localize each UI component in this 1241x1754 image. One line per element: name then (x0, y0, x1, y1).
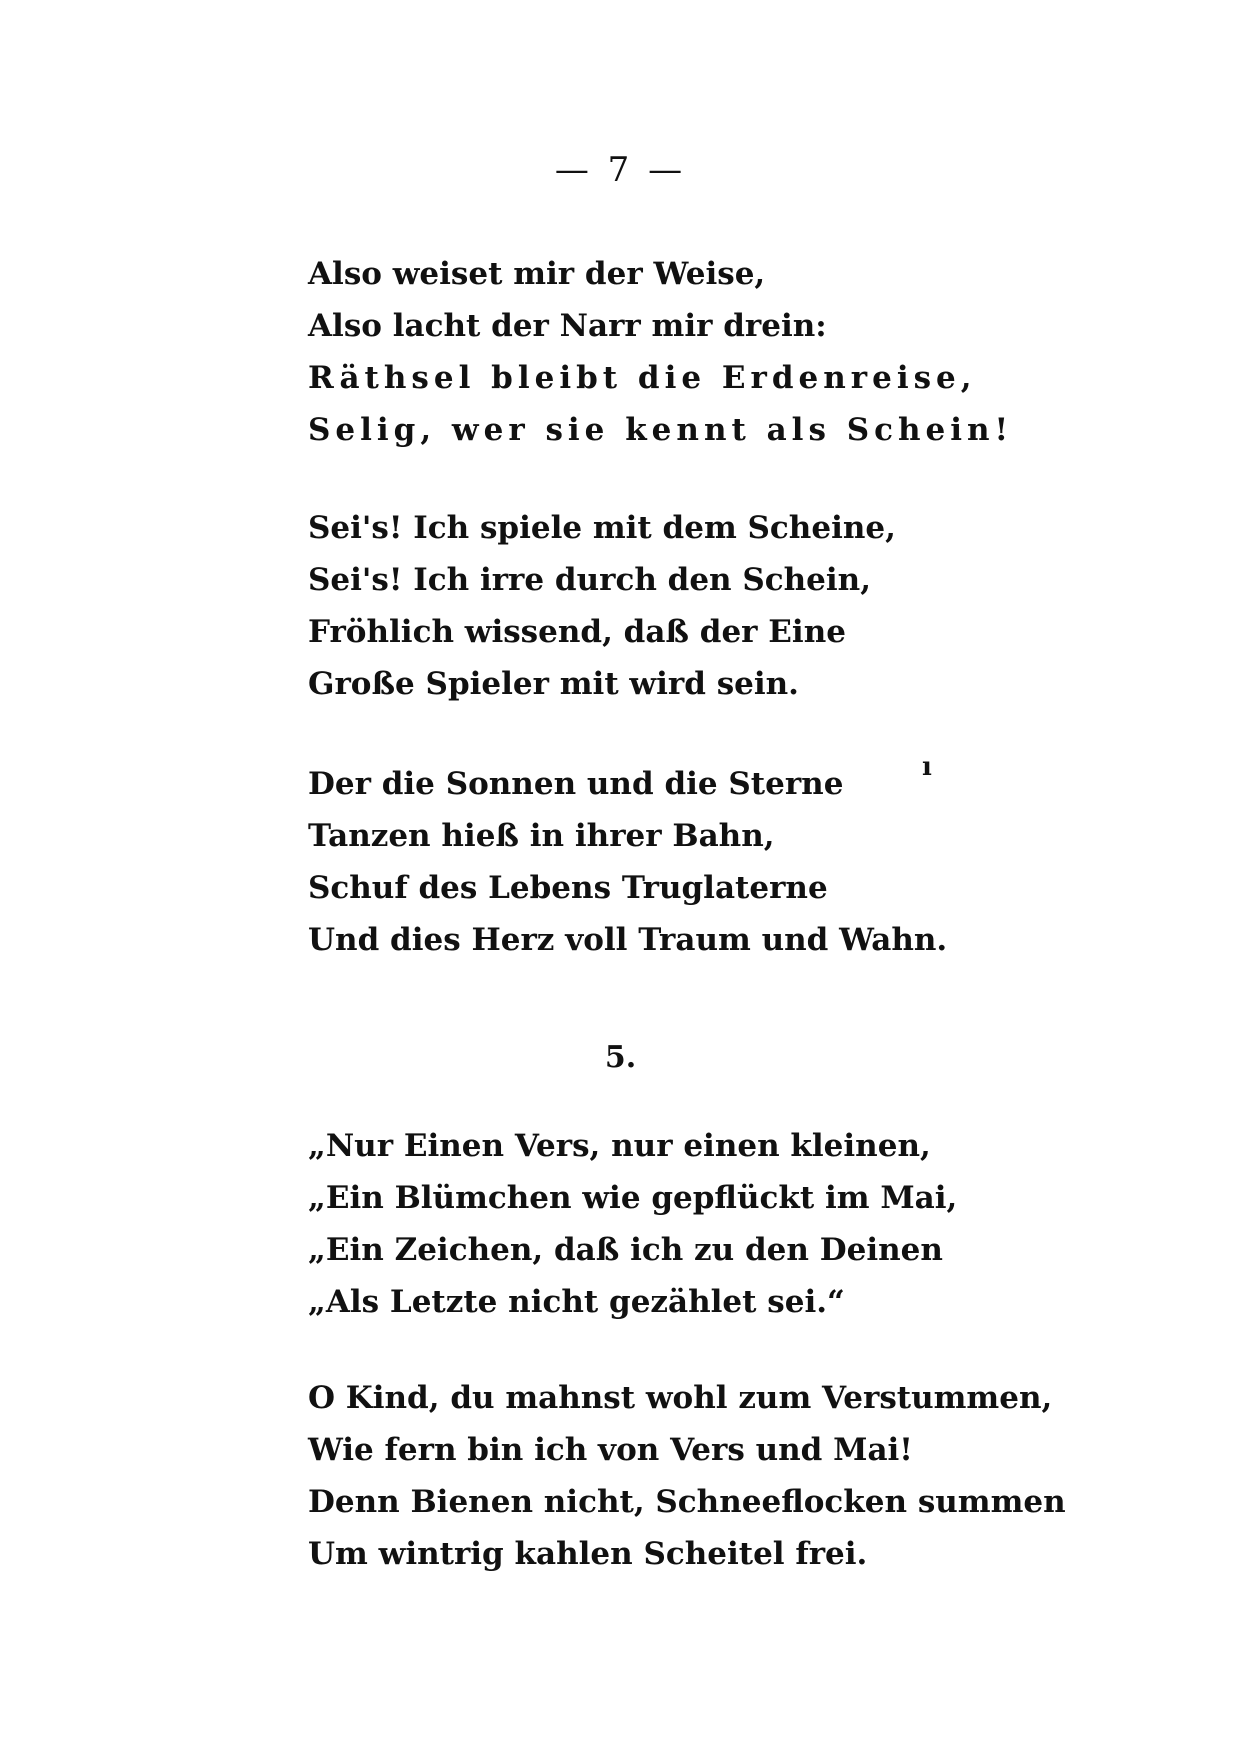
stanza-5 (308, 1372, 1066, 1580)
section-number: 5. (604, 1040, 637, 1075)
verse-line: Der die Sonnen und die Sterne (308, 766, 844, 802)
verse-line: „Ein Blümchen wie gepflückt im Mai, (308, 1180, 958, 1216)
verse-line: Schuf des Lebens Truglaterne (308, 870, 828, 906)
verse-line: Fröhlich wissend, daß der Eine (308, 614, 846, 650)
verse-line: O Kind, du mahnst wohl zum Verstummen, (308, 1380, 1053, 1416)
stray-ink-mark: ı (922, 752, 932, 782)
page-number-header: — 7 — (554, 150, 687, 190)
verse-line: Tanzen hieß in ihrer Bahn, (308, 818, 775, 854)
stanza-2 (308, 502, 896, 710)
verse-line: „Als Letzte nicht gezählet sei.“ (308, 1284, 845, 1320)
verse-line: Also weiset mir der Weise, (308, 256, 766, 292)
verse-line: „Ein Zeichen, daß ich zu den Deinen (308, 1232, 943, 1268)
verse-line: Also lacht der Narr mir drein: (308, 308, 827, 344)
verse-line: Sei's! Ich spiele mit dem Scheine, (308, 510, 896, 546)
verse-line: Selig, wer sie kennt als Schein! (308, 412, 1014, 448)
stanza-4 (308, 1120, 957, 1328)
verse-line: Räthsel bleibt die Erdenreise, (308, 360, 977, 396)
stanza-3 (308, 758, 947, 966)
verse-line: Sei's! Ich irre durch den Schein, (308, 562, 872, 598)
verse-line: Um wintrig kahlen Scheitel frei. (308, 1536, 868, 1572)
verse-line: Wie fern bin ich von Vers und Mai! (308, 1432, 913, 1468)
verse-line: Und dies Herz voll Traum und Wahn. (308, 922, 948, 958)
stanza-1 (308, 248, 1013, 456)
verse-line: Denn Bienen nicht, Schneeflocken summen (308, 1484, 1066, 1520)
verse-line: „Nur Einen Vers, nur einen kleinen, (308, 1128, 931, 1164)
verse-line: Große Spieler mit wird sein. (308, 666, 799, 702)
